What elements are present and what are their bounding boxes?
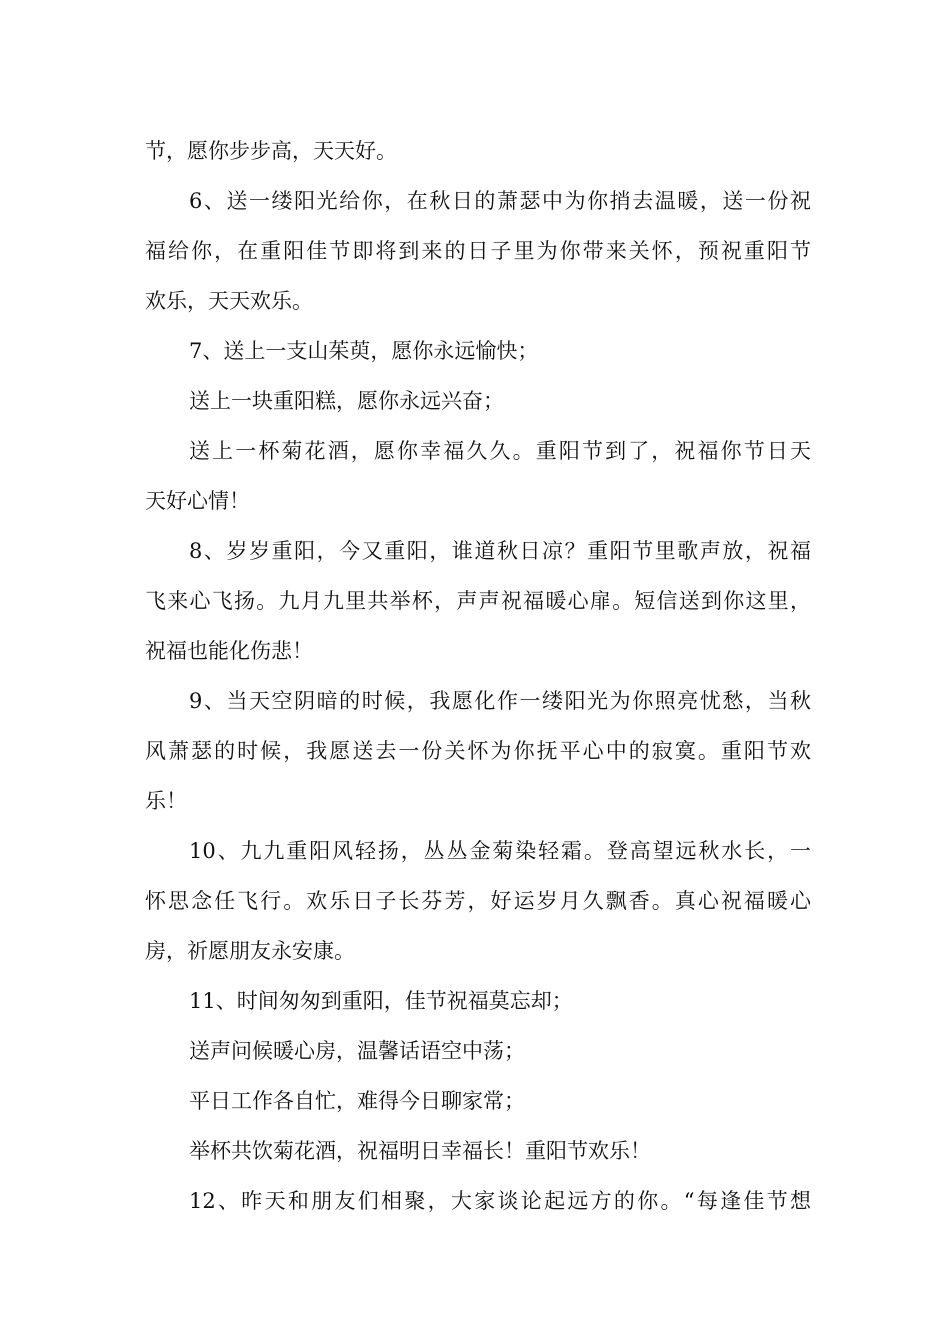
document-body [145, 126, 811, 1226]
text-line: 欢乐，天天欢乐。 [145, 289, 313, 313]
text-line: 10、九九重阳风轻扬，丛丛金菊染轻霜。登高望远秋水长，一 [189, 839, 811, 863]
text-line: 福给你，在重阳佳节即将到来的日子里为你带来关怀，预祝重阳节 [145, 239, 811, 263]
text-line: 7、送上一支山茱萸，愿你永远愉快； [189, 339, 539, 363]
text-line: 12、昨天和朋友们相聚，大家谈论起远方的你。“每逢佳节想 [189, 1189, 811, 1213]
text-line: 怀思念任飞行。欢乐日子长芬芳，好运岁月久飘香。真心祝福暖心 [145, 889, 811, 913]
text-line: 祝福也能化伤悲！ [145, 639, 313, 663]
text-line: 举杯共饮菊花酒，祝福明日幸福长！重阳节欢乐！ [189, 1139, 651, 1163]
text-line: 送声问候暖心房，温馨话语空中荡； [189, 1039, 525, 1063]
text-line: 节，愿你步步高，天天好。 [145, 139, 397, 163]
text-line: 6、送一缕阳光给你，在秋日的萧瑟中为你捎去温暖，送一份祝 [189, 189, 811, 213]
text-line: 送上一块重阳糕，愿你永远兴奋； [189, 389, 504, 413]
text-line: 8、岁岁重阳，今又重阳，谁道秋日凉？重阳节里歌声放，祝福 [189, 539, 811, 563]
text-line: 平日工作各自忙，难得今日聊家常； [189, 1089, 525, 1113]
text-line: 天好心情！ [145, 489, 250, 513]
text-line: 9、当天空阴暗的时候，我愿化作一缕阳光为你照亮忧愁，当秋 [189, 689, 811, 713]
text-line: 风萧瑟的时候，我愿送去一份关怀为你抚平心中的寂寞。重阳节欢 [145, 739, 811, 763]
text-line: 送上一杯菊花酒，愿你幸福久久。重阳节到了，祝福你节日天 [189, 439, 811, 463]
text-line: 房，祈愿朋友永安康。 [145, 939, 355, 963]
text-line: 飞来心飞扬。九月九里共举杯，声声祝福暖心扉。短信送到你这里， [145, 589, 811, 613]
text-line: 乐！ [145, 789, 187, 813]
text-line: 11、时间匆匆到重阳，佳节祝福莫忘却； [189, 989, 573, 1013]
